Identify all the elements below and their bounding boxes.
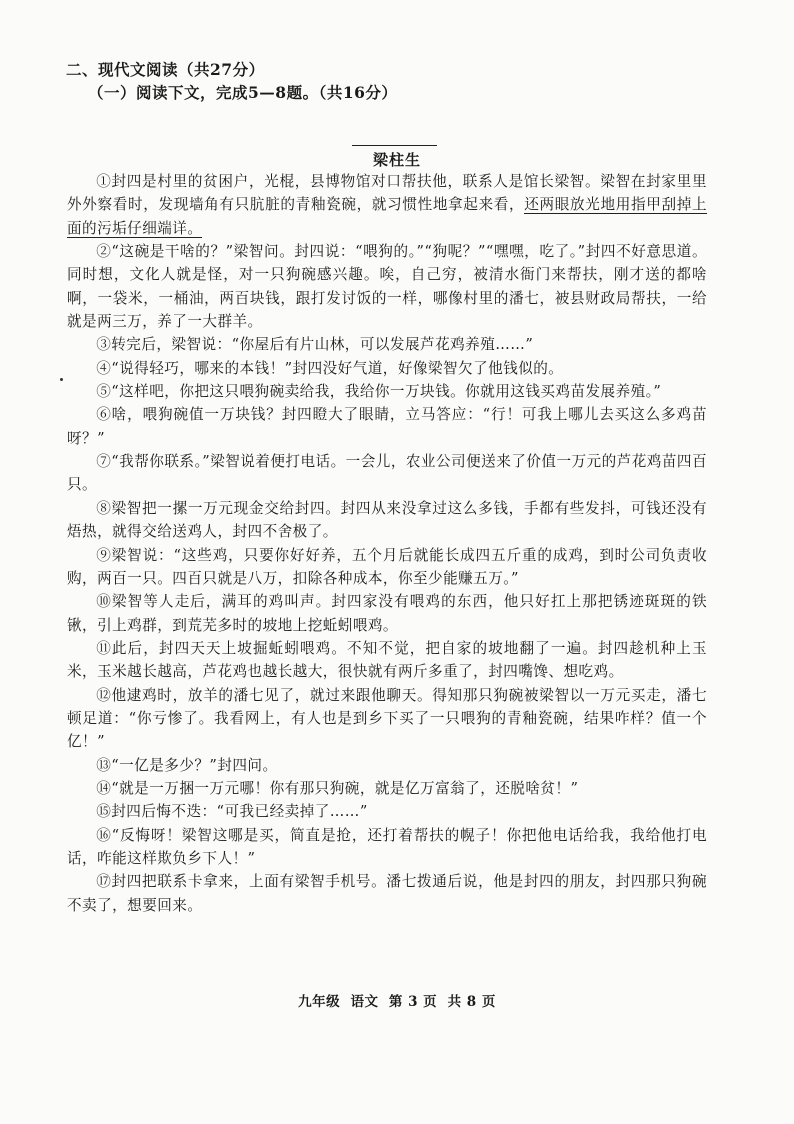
paragraph-11: ⑪此后，封四天天上坡掘蚯蚓喂鸡。不知不觉，把自家的坡地翻了一遍。封四趁机种上玉米，玉米越长越高，芦花鸡也越长越大，很快就有两斤多重了，封四嘴馋、想吃鸡。 bbox=[67, 639, 707, 681]
paragraph-10: ⑩梁智等人走后，满耳的鸡叫声。封四家没有喂鸡的东西，他只好扛上那把锈迹斑斑的铁锹，引上鸡群，到荒芜多时的坡地上挖蚯蚓喂鸡。 bbox=[67, 593, 707, 634]
section-subtitle: （一）阅读下文，完成5—8题。（共16分） bbox=[88, 83, 398, 102]
margin-dot bbox=[60, 378, 63, 381]
article-title: 梁柱生 bbox=[372, 151, 421, 169]
page-footer: 九年级 语文 第 3 页 共 8 页 bbox=[298, 994, 496, 1010]
paragraph-17: ⑰封四把联系卡拿来，上面有梁智手机号。潘七拨通后说，他是封四的朋友，封四那只狗碗不卖了，想要回来。 bbox=[67, 873, 707, 914]
section-title: 二、现代文阅读（共27分） bbox=[66, 60, 265, 79]
paragraph-2: ②“这碗是干啥的？”梁智问。封四说：“喂狗的。”“狗呢？”“嘿嘿，吃了。”封四不好意思道。同时想，文化人就是怪，对一只狗碗感兴趣。唉，自己穷，被清水衙门来帮扶，刚才送的都啥啊，一袋米，一桶油，两百块钱，跟打发讨饭的一样，哪像村里的潘七，被县财政局帮扶，一给就是两三万，养了一大群羊。 bbox=[67, 243, 707, 331]
paragraph-13: ⑬“一亿是多少？”封四问。 bbox=[96, 756, 278, 774]
paragraph-16: ⑯“反悔呀！梁智这哪是买，简直是抢，还打着帮扶的幌子！你把他电话给我，我给他打电话，咋能这样欺负乡下人！” bbox=[67, 826, 707, 867]
paragraph-6: ⑥啥，喂狗碗值一万块钱？封四瞪大了眼睛，立马答应：“行！可我上哪儿去买这么多鸡苗呀？” bbox=[67, 406, 707, 447]
underlined-sentence: 还两眼放光地用指甲刮掉上面的污垢仔细端详。 bbox=[67, 196, 707, 237]
paragraph-9: ⑨梁智说：“这些鸡，只要你好好养，五个月后就能长成四五斤重的成鸡，到时公司负责收购，两百一只。四百只就是八万，扣除各种成本，你至少能赚五万。” bbox=[67, 546, 707, 587]
paragraph-5: ⑤“这样吧，你把这只喂狗碗卖给我，我给你一万块钱。你就用这钱买鸡苗发展养殖。” bbox=[96, 383, 662, 401]
paragraph-8: ⑧梁智把一摞一万元现金交给封四。封四从来没拿过这么多钱，手都有些发抖，可钱还没有焐热，就得交给送鸡人，封四不舍极了。 bbox=[67, 499, 707, 541]
title-rule bbox=[352, 145, 437, 146]
article-body bbox=[67, 170, 707, 917]
paragraph-1 bbox=[67, 170, 707, 240]
paragraph-3: ③转完后，梁智说：“你屋后有片山林，可以发展芦花鸡养殖……” bbox=[96, 336, 534, 354]
paragraph-14: ⑭“就是一万捆一万元哪！你有那只狗碗，就是亿万富翁了，还脱啥贫！” bbox=[96, 779, 579, 797]
paragraph-7: ⑦“我帮你联系。”梁智说着便打电话。一会儿，农业公司便送来了价值一万元的芦花鸡苗四百只。 bbox=[67, 453, 707, 494]
paragraph-1-text: ①封四是村里的贫困户，光棍，县博物馆对口帮扶他，联系人是馆长梁智。梁智在封家里里外外察看时，发现墙角有只肮脏的青釉瓷碗，就习惯性地拿起来看， bbox=[67, 173, 707, 214]
paragraph-12: ⑫他逮鸡时，放羊的潘七见了，就过来跟他聊天。得知那只狗碗被梁智以一万元买走，潘七顿足道：“你亏惨了。我看网上，有人也是到乡下买了一只喂狗的青釉瓷碗，结果咋样？值一个亿！” bbox=[67, 686, 707, 751]
paragraph-4: ④“说得轻巧，哪来的本钱！”封四没好气道，好像梁智欠了他钱似的。 bbox=[96, 359, 564, 377]
paragraph-15: ⑮封四后悔不迭：“可我已经卖掉了……” bbox=[96, 803, 368, 821]
